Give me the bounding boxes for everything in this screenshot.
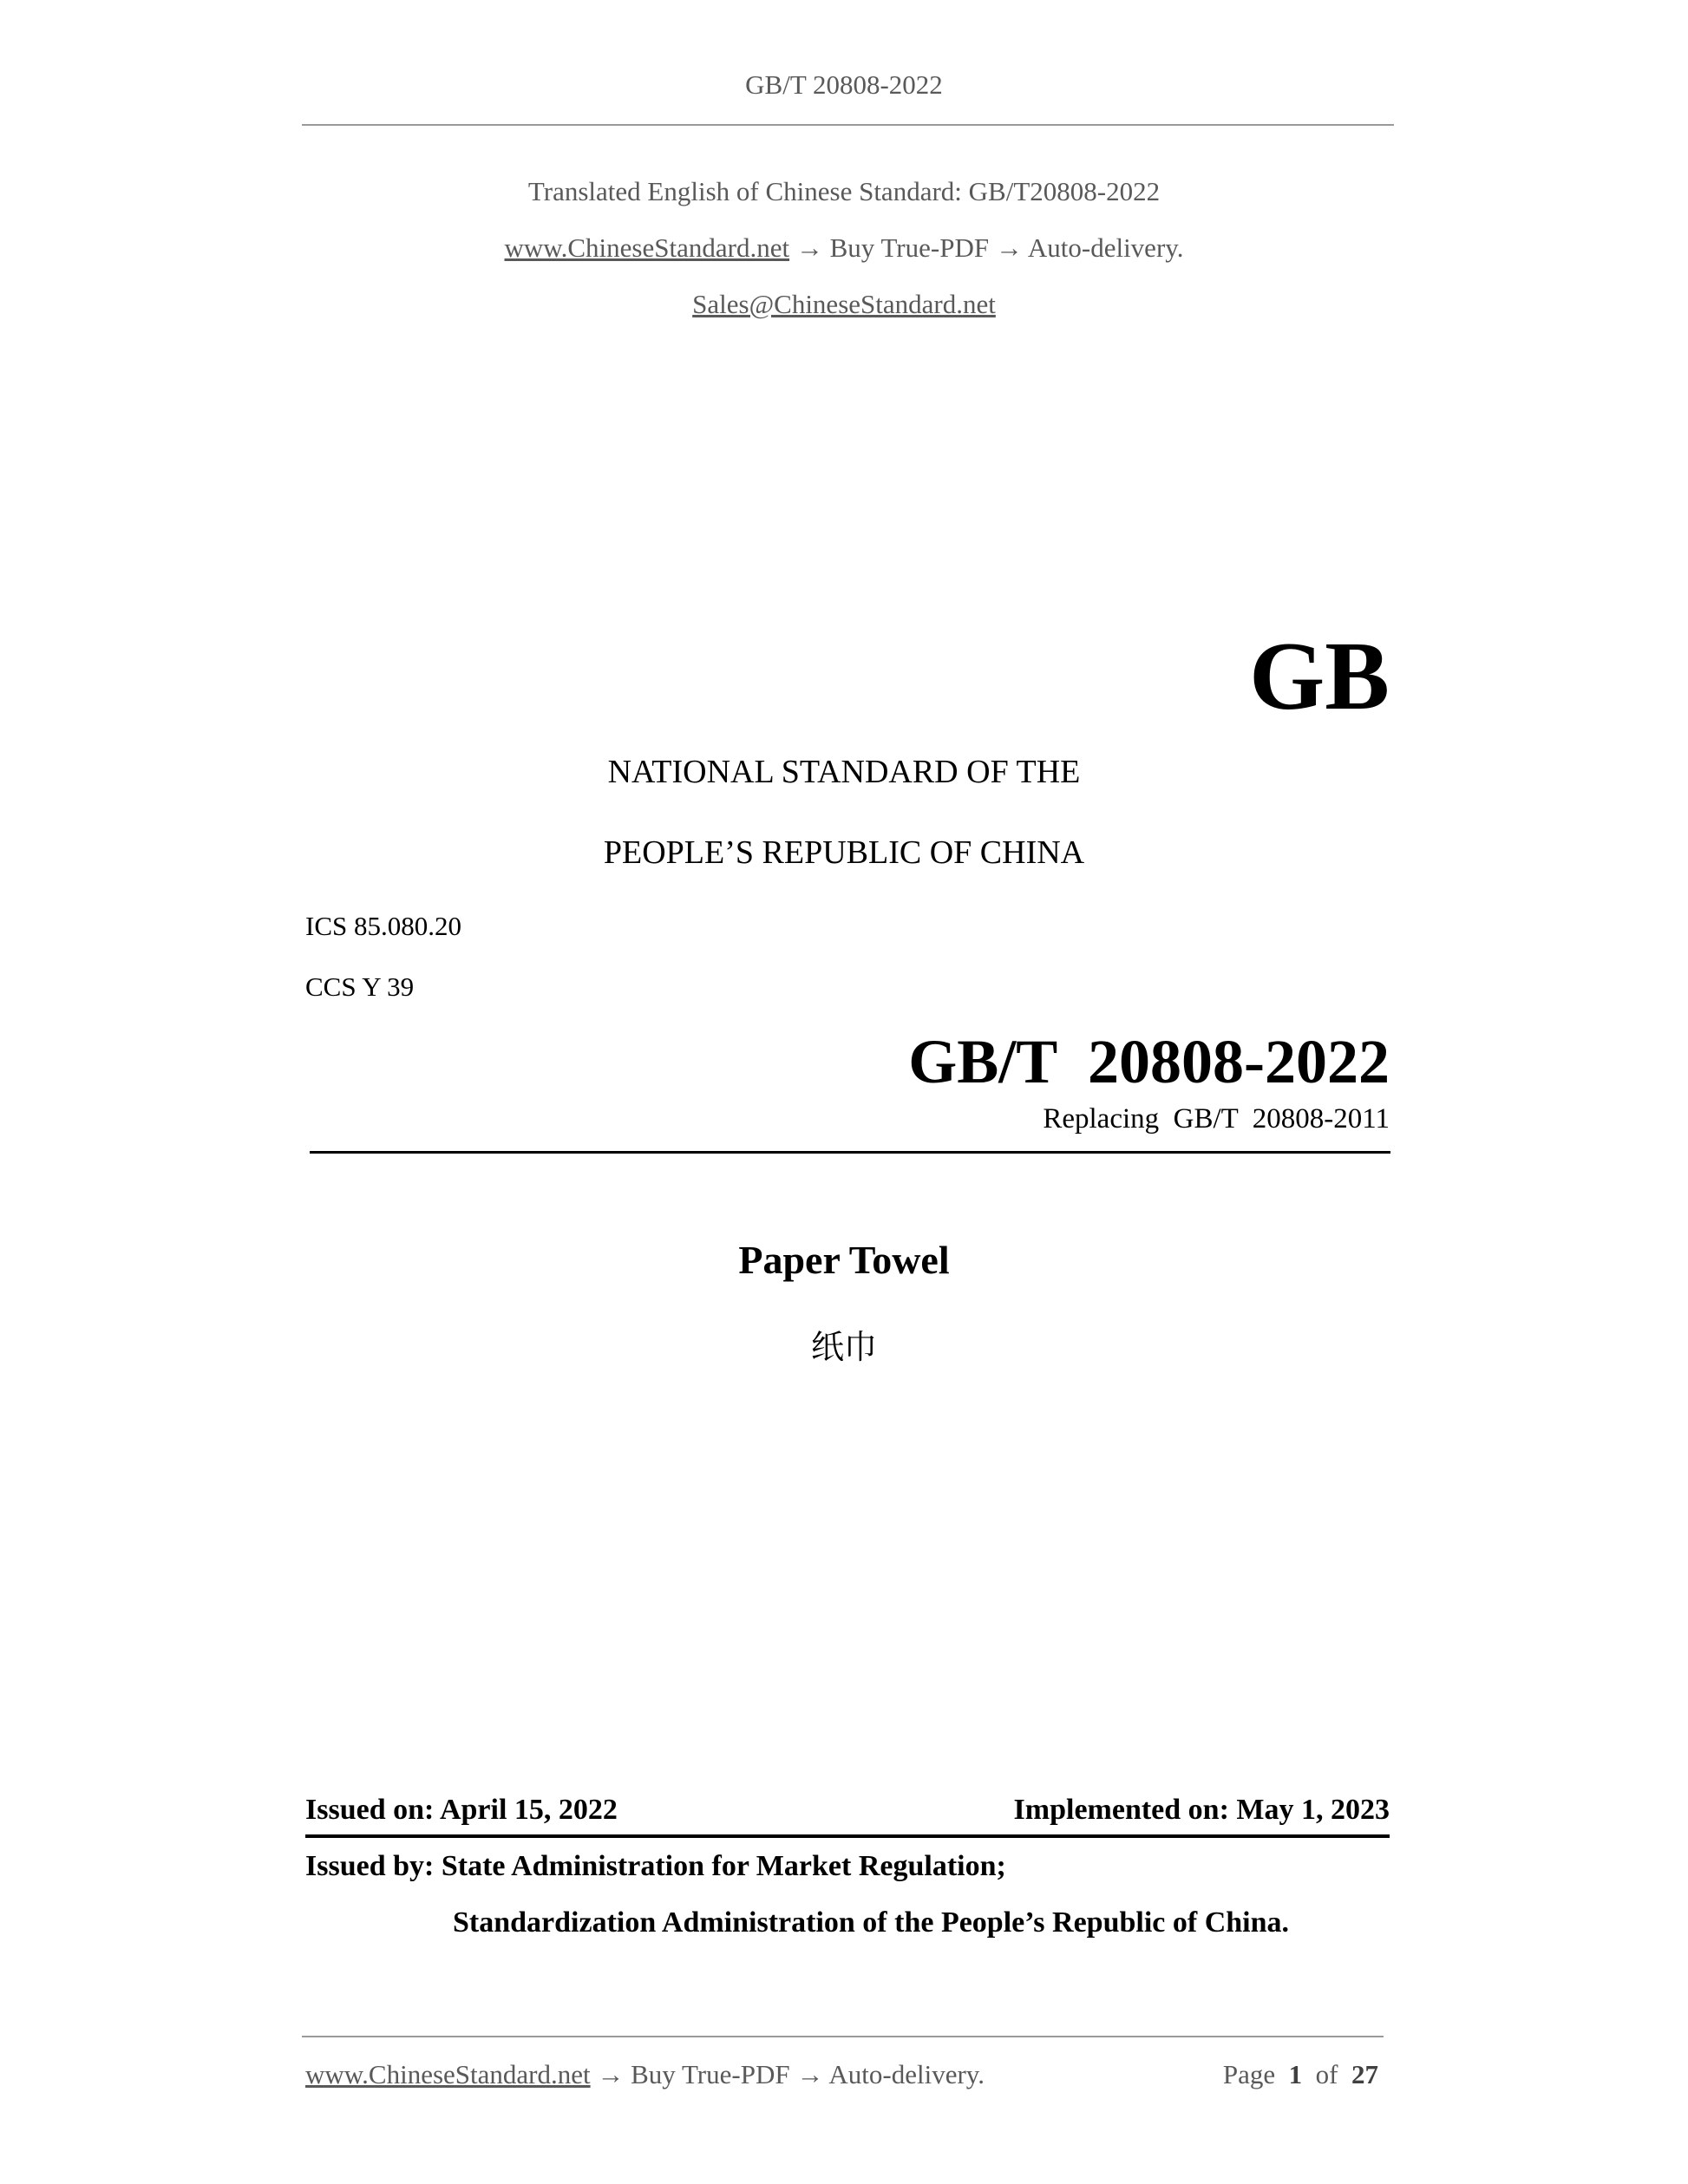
email-link[interactable]: Sales@ChineseStandard.net [692,289,996,319]
ics-code: ICS 85.080.20 [305,911,461,941]
site-link[interactable]: www.ChineseStandard.net [504,232,790,263]
purchase-line [0,232,1688,264]
running-header-title: GB/T 20808-2022 [745,69,943,100]
arrow-right-icon: → [597,2059,625,2089]
issued-by-second: Standardization Administration of the People’s Republic of China. [453,1906,1290,1939]
issue-divider [305,1834,1390,1838]
gb-logo: GB [1249,623,1390,730]
ccs-code: CCS Y 39 [305,971,415,1002]
issued-by: Issued by: State Administration for Market Regulation; [305,1850,1006,1882]
footer-site-link[interactable]: www.ChineseStandard.net [305,2059,591,2089]
footer-auto-delivery-text: Auto-delivery. [828,2059,985,2089]
page-indicator [1128,2059,1378,2090]
auto-delivery-text: Auto-delivery. [1027,232,1184,263]
national-standard-line1: NATIONAL STANDARD OF THE [607,754,1081,790]
buy-text: Buy True-PDF [829,232,990,263]
title-divider [310,1151,1390,1154]
footer-purchase-line [305,2059,985,2090]
page-number: 1 [1288,2059,1303,2089]
of-label: of [1315,2059,1338,2089]
document-title: Paper Towel [738,1238,950,1282]
replacing-standard: Replacing GB/T 20808-2011 [1043,1103,1390,1135]
page-total: 27 [1351,2059,1378,2089]
standard-number: GB/T 20808-2022 [908,1027,1390,1096]
header-divider [302,124,1394,126]
implemented-on: Implemented on: May 1, 2023 [1013,1794,1390,1826]
arrow-right-icon: → [796,2059,824,2089]
document-title-chinese: 纸巾 [810,1328,877,1366]
email-line [0,289,1688,320]
footer-divider [302,2036,1384,2037]
arrow-right-icon: → [795,232,823,263]
translated-notice: Translated English of Chinese Standard: GB/T20808-2022 [527,176,1161,206]
footer-buy-text: Buy True-PDF [631,2059,790,2089]
arrow-right-icon: → [995,232,1023,263]
page-label: Page [1222,2059,1276,2089]
national-standard-line2: PEOPLE’S REPUBLIC OF CHINA [603,834,1085,871]
issued-on: Issued on: April 15, 2022 [305,1794,618,1826]
